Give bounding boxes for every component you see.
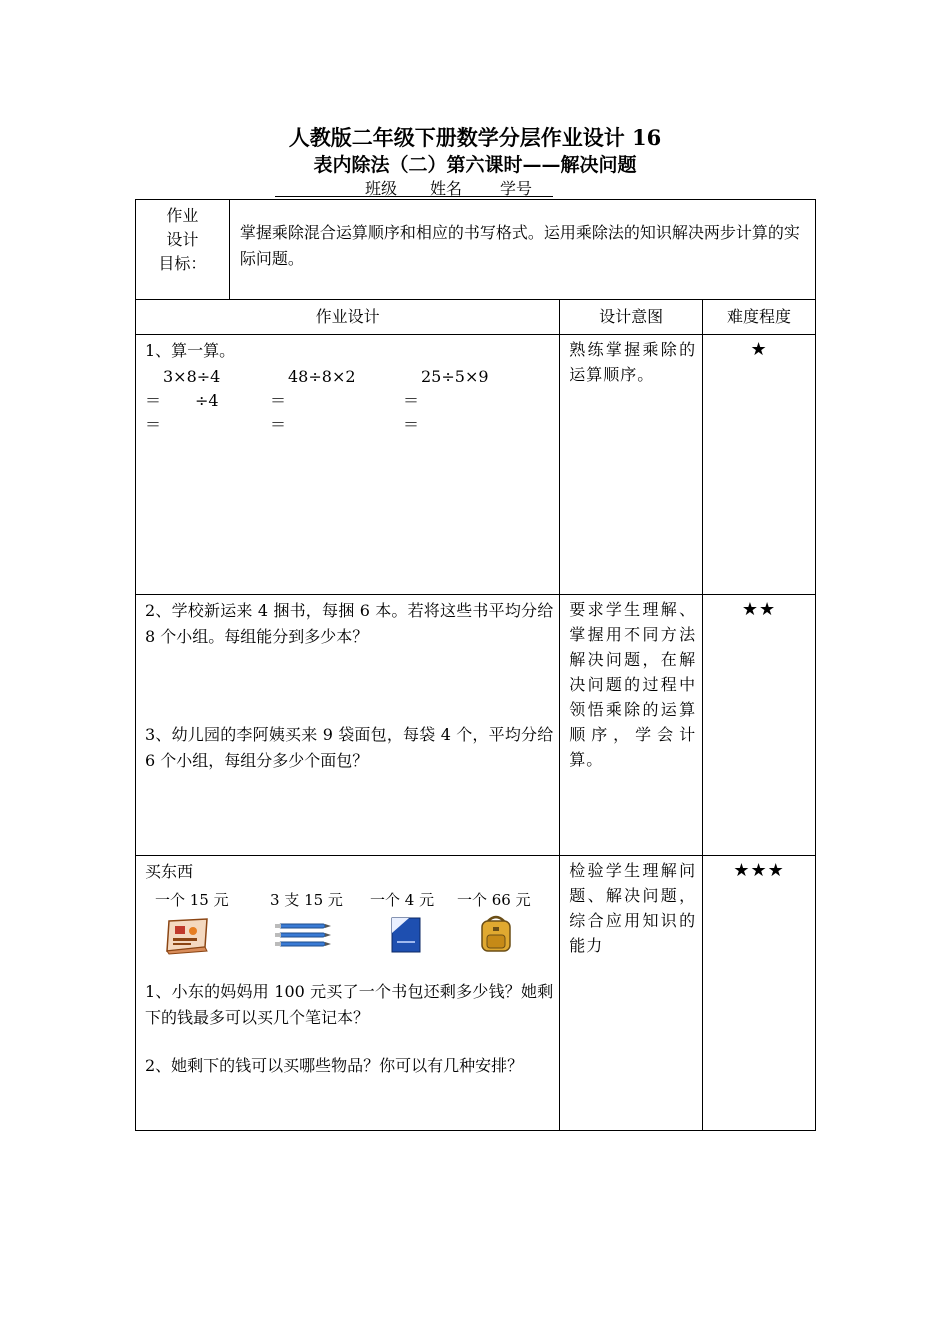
exercise-2-3 [136, 595, 560, 856]
expression-3: 25÷5×9 [421, 367, 489, 386]
difficulty-stars-2: ★★ [703, 595, 816, 856]
equals-sign: ＝ [270, 415, 287, 434]
difficulty-stars-1: ★ [703, 335, 816, 595]
equals-sign: ＝ [145, 391, 162, 410]
expression-2: 48÷8×2 [288, 367, 356, 386]
header-intent: 设计意图 [560, 300, 703, 335]
equals-sign: ＝ [145, 415, 162, 434]
class-label: 班级 [365, 179, 398, 198]
notebook-icon [389, 915, 423, 963]
header-design: 作业设计 [136, 300, 560, 335]
book-icon [163, 917, 211, 963]
exercise-1-title: 1、算一算。 [145, 341, 236, 360]
shopping-title: 买东西 [145, 862, 194, 881]
divide-step: ÷4 [195, 391, 219, 410]
shopping-question-2: 2、她剩下的钱可以买哪些物品？你可以有几种安排？ [145, 1056, 524, 1075]
price-backpack: 一个 66 元 [457, 891, 531, 909]
exercise-1 [136, 335, 560, 595]
equals-sign: ＝ [403, 415, 420, 434]
price-notebook: 一个 4 元 [370, 891, 435, 909]
pens-icon [273, 921, 333, 959]
difficulty-stars-3: ★★★ [703, 856, 816, 1131]
goal-text: 掌握乘除混合运算顺序和相应的书写格式。运用乘除法的知识解决两步计算的实际问题。 [229, 200, 815, 300]
homework-table [135, 199, 816, 1131]
intent-3: 检验学生理解问题、解决问题，综合应用知识的能力 [560, 856, 703, 1131]
name-label: 姓名 [430, 179, 463, 198]
equals-sign: ＝ [403, 391, 420, 410]
goal-label: 作业 设计 目标： [136, 200, 230, 300]
shopping-question-1: 1、小东的妈妈用 100 元买了一个书包还剩多少钱？她剩下的钱最多可以买几个笔记本？ [145, 982, 554, 1027]
student-id-label: 学号 [500, 179, 533, 198]
exercise-shopping [136, 856, 560, 1131]
header-difficulty: 难度程度 [703, 300, 816, 335]
student-info-line [275, 176, 553, 197]
intent-2: 要求学生理解、掌握用不同方法解决问题，在解决问题的过程中领悟乘除的运算顺序，学会计算。 [560, 595, 703, 856]
expression-1: 3×8÷4 [163, 367, 221, 386]
page-title: 人教版二年级下册数学分层作业设计 16 [288, 125, 662, 150]
intent-1: 熟练掌握乘除的运算顺序。 [560, 335, 703, 595]
question-2: 2、学校新运来 4 捆书，每捆 6 本。若将这些书平均分给 8 个小组。每组能分到多少本？ [145, 601, 554, 646]
page-subtitle: 表内除法（二）第六课时——解决问题 [313, 154, 637, 176]
price-book: 一个 15 元 [155, 891, 229, 909]
equals-sign: ＝ [270, 391, 287, 410]
question-3: 3、幼儿园的李阿姨买来 9 袋面包，每袋 4 个，平均分给 6 个小组，每组分多少个面包？ [145, 725, 554, 770]
backpack-icon [476, 913, 516, 963]
price-pens: 3 支 15 元 [270, 891, 343, 909]
